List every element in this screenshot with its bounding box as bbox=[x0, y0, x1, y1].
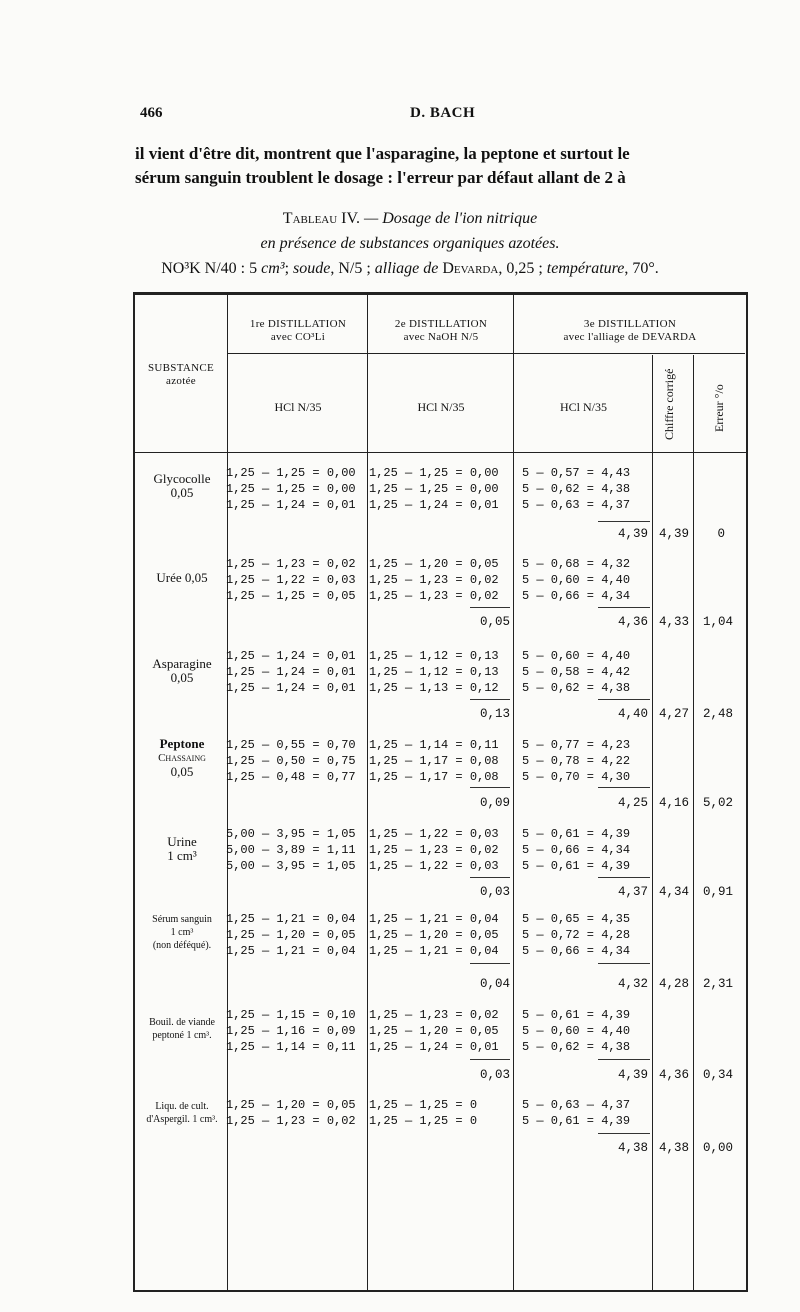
sum-rule bbox=[598, 787, 650, 788]
table-cell: 1,25 — 1,21 = 0,04 1,25 — 1,20 = 0,05 1,25 — 1,21 = 0,04 bbox=[226, 912, 356, 958]
header-hcl-3: HCl N/35 bbox=[559, 400, 607, 414]
chiffre-corrige-value: 4,28 bbox=[658, 977, 689, 991]
substance-liquide-culture: Liqu. de cult. d'Aspergil. 1 cm³. bbox=[146, 1101, 218, 1125]
table-cell: 5 — 0,60 = 4,40 5 — 0,58 = 4,42 5 — 0,62 = 4,38 bbox=[522, 649, 631, 695]
header-distillation-1: 1re DISTILLATION avec CO³Li bbox=[249, 318, 347, 343]
sum-d2: 0,03 bbox=[479, 1068, 510, 1082]
table-cell: 1,25 — 1,22 = 0,03 1,25 — 1,23 = 0,02 1,25 — 1,22 = 0,03 bbox=[369, 827, 499, 873]
erreur-value: 0 bbox=[717, 527, 725, 541]
table-cell: 5 — 0,68 = 4,32 5 — 0,60 = 4,40 5 — 0,66 = 4,34 bbox=[522, 557, 631, 603]
sum-d2: 0,13 bbox=[479, 707, 510, 721]
table-cell: 5 — 0,61 = 4,39 5 — 0,60 = 4,40 5 — 0,62 = 4,38 bbox=[522, 1008, 631, 1054]
table-caption-title bbox=[100, 210, 720, 228]
erreur-value: 1,04 bbox=[702, 615, 733, 629]
sum-rule bbox=[598, 877, 650, 878]
substance-uree: Urée 0,05 bbox=[156, 570, 208, 585]
sum-d3: 4,39 bbox=[617, 1068, 648, 1082]
header-hcl-1: HCl N/35 bbox=[274, 400, 322, 414]
sum-d3: 4,32 bbox=[617, 977, 648, 991]
table-cell: 1,25 — 1,20 = 0,05 1,25 — 1,23 = 0,02 bbox=[226, 1098, 356, 1128]
chiffre-corrige-value: 4,39 bbox=[658, 527, 689, 541]
sum-d2: 0,05 bbox=[479, 615, 510, 629]
substance-serum: Sérum sanguin 1 cm³ (non déféqué). bbox=[152, 914, 212, 951]
erreur-value: 0,34 bbox=[702, 1068, 733, 1082]
table-cell: 5 — 0,63 — 4,37 5 — 0,61 = 4,39 bbox=[522, 1098, 631, 1128]
sum-rule bbox=[470, 877, 510, 878]
chiffre-corrige-value: 4,36 bbox=[658, 1068, 689, 1082]
table-cell: 1,25 — 1,14 = 0,11 1,25 — 1,17 = 0,08 1,25 — 1,17 = 0,08 bbox=[369, 738, 499, 784]
substance-asparagine: Asparagine 0,05 bbox=[152, 656, 212, 685]
sum-rule bbox=[598, 1059, 650, 1060]
sum-d3: 4,38 bbox=[617, 1141, 648, 1155]
chiffre-corrige-value: 4,34 bbox=[658, 885, 689, 899]
header-rule-bottom bbox=[135, 452, 746, 453]
col-rule-3 bbox=[513, 294, 514, 1290]
sum-rule bbox=[470, 787, 510, 788]
table-cell: 1,25 — 1,15 = 0,10 1,25 — 1,16 = 0,09 1,25 — 1,14 = 0,11 bbox=[226, 1008, 356, 1054]
sum-rule bbox=[598, 1133, 650, 1134]
sum-rule bbox=[470, 963, 510, 964]
table-cell: 1,25 — 1,25 = 0,00 1,25 — 1,25 = 0,00 1,25 — 1,24 = 0,01 bbox=[369, 466, 499, 512]
header-distillation-2: 2e DISTILLATION avec NaOH N/5 bbox=[394, 318, 488, 343]
running-head-author: D. BACH bbox=[410, 105, 476, 121]
sum-d3: 4,39 bbox=[617, 527, 648, 541]
sum-rule bbox=[470, 699, 510, 700]
header-substance: SUBSTANCE azotée bbox=[148, 362, 214, 387]
sum-rule bbox=[598, 607, 650, 608]
col-rule-2 bbox=[367, 294, 368, 1290]
sum-d3: 4,25 bbox=[617, 796, 648, 810]
table-cell: 1,25 — 1,23 = 0,02 1,25 — 1,22 = 0,03 1,25 — 1,25 = 0,05 bbox=[226, 557, 356, 603]
page-number: 466 bbox=[140, 105, 163, 121]
substance-urine: Urine 1 cm³ bbox=[167, 834, 197, 863]
table-cell: 1,25 — 1,24 = 0,01 1,25 — 1,24 = 0,01 1,25 — 1,24 = 0,01 bbox=[226, 649, 356, 695]
erreur-value: 2,48 bbox=[702, 707, 733, 721]
sum-d3: 4,36 bbox=[617, 615, 648, 629]
sum-rule bbox=[598, 963, 650, 964]
erreur-value: 0,00 bbox=[702, 1141, 733, 1155]
sum-d2: 0,09 bbox=[479, 796, 510, 810]
table-cell: 1,25 — 1,20 = 0,05 1,25 — 1,23 = 0,02 1,25 — 1,23 = 0,02 bbox=[369, 557, 499, 603]
sum-rule bbox=[470, 1059, 510, 1060]
chiffre-corrige-value: 4,38 bbox=[658, 1141, 689, 1155]
paragraph-line-1: il vient d'être dit, montrent que l'asparagine, la peptone et surtout le bbox=[135, 144, 630, 163]
sum-d2: 0,04 bbox=[479, 977, 510, 991]
table-caption-conditions: NO³K N/40 : 5 cm³; soude, N/5 ; alliage de Devarda, 0,25 ; température, 70°. bbox=[161, 260, 659, 277]
table-cell: 5,00 — 3,95 = 1,05 5,00 — 3,89 = 1,11 5,00 — 3,95 = 1,05 bbox=[226, 827, 356, 873]
paragraph-line-2: sérum sanguin troublent le dosage : l'erreur par défaut allant de 2 à bbox=[135, 168, 626, 187]
chiffre-corrige-value: 4,33 bbox=[658, 615, 689, 629]
substance-peptone: Peptone Chassaing 0,05 bbox=[158, 736, 206, 779]
table-cell: 5 — 0,61 = 4,39 5 — 0,66 = 4,34 5 — 0,61 = 4,39 bbox=[522, 827, 631, 873]
table-cell: 1,25 — 1,25 = 0,00 1,25 — 1,25 = 0,00 1,25 — 1,24 = 0,01 bbox=[226, 466, 356, 512]
header-chiffre-corrige: Chiffre corrigé bbox=[662, 368, 676, 440]
table-cell: 1,25 — 1,25 = 0 1,25 — 1,25 = 0 bbox=[369, 1098, 478, 1128]
chiffre-corrige-value: 4,27 bbox=[658, 707, 689, 721]
table-caption-subtitle: en présence de substances organiques azotées. bbox=[260, 235, 560, 252]
sum-rule bbox=[598, 699, 650, 700]
table-cell: 5 — 0,77 = 4,23 5 — 0,78 = 4,22 5 — 0,70 = 4,30 bbox=[522, 738, 631, 784]
header-erreur: Erreur °/o bbox=[712, 384, 726, 432]
sum-rule bbox=[598, 521, 650, 522]
table-cell: 1,25 — 1,23 = 0,02 1,25 — 1,20 = 0,05 1,25 — 1,24 = 0,01 bbox=[369, 1008, 499, 1054]
erreur-value: 5,02 bbox=[702, 796, 733, 810]
header-distillation-3: 3e DISTILLATION avec l'alliage de DEVARDA bbox=[563, 318, 697, 343]
erreur-value: 0,91 bbox=[702, 885, 733, 899]
table-cell: 1,25 — 1,12 = 0,13 1,25 — 1,12 = 0,13 1,25 — 1,13 = 0,12 bbox=[369, 649, 499, 695]
sum-d3: 4,37 bbox=[617, 885, 648, 899]
substance-bouillon: Bouil. de viande peptoné 1 cm³. bbox=[149, 1017, 215, 1041]
substance-glycocolle: Glycocolle 0,05 bbox=[153, 471, 211, 500]
col-rule-1 bbox=[227, 294, 228, 1290]
table-cell: 5 — 0,65 = 4,35 5 — 0,72 = 4,28 5 — 0,66 = 4,34 bbox=[522, 912, 631, 958]
sum-d3: 4,40 bbox=[617, 707, 648, 721]
header-hcl-2: HCl N/35 bbox=[417, 400, 465, 414]
table-title: — Dosage de l'ion nitrique bbox=[360, 210, 538, 227]
table-label: Tableau IV. bbox=[282, 210, 360, 227]
chiffre-corrige-value: 4,16 bbox=[658, 796, 689, 810]
table-cell: 1,25 — 0,55 = 0,70 1,25 — 0,50 = 0,75 1,25 — 0,48 = 0,77 bbox=[226, 738, 356, 784]
sum-d2: 0,03 bbox=[479, 885, 510, 899]
sum-rule bbox=[470, 607, 510, 608]
header-rule-mid bbox=[227, 353, 745, 354]
erreur-value: 2,31 bbox=[702, 977, 733, 991]
table-cell: 5 — 0,57 = 4,43 5 — 0,62 = 4,38 5 — 0,63 = 4,37 bbox=[522, 466, 631, 512]
table-cell: 1,25 — 1,21 = 0,04 1,25 — 1,20 = 0,05 1,25 — 1,21 = 0,04 bbox=[369, 912, 499, 958]
